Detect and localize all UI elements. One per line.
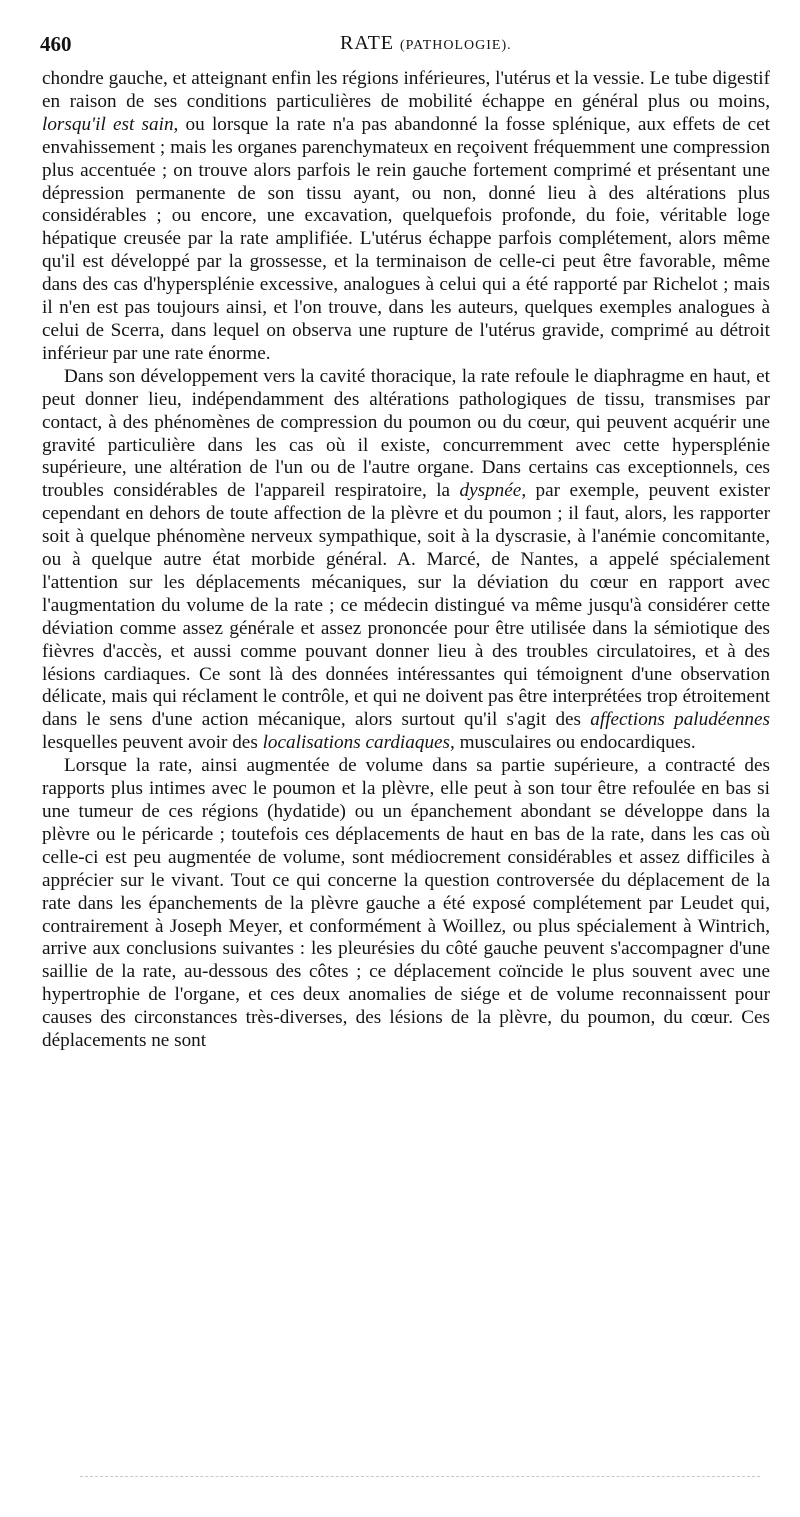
- paragraph-1-text-before: chondre gauche, et atteignant enfin les régions inférieures, l'utérus et la vessie. Le tube digestif en raison de ses conditions particulières de mobilité échappe en général plus ou moins,: [42, 68, 770, 112]
- body-text: [42, 68, 770, 1053]
- paragraph-2-text-1: Dans son développement vers la cavité thoracique, la rate refoule le diaphragme en haut, et peut donner lieu, indépendamment des altérations pathologiques de tissu, transmises par contact, à des phénomènes de compression du poumon ou du cœur, qui peuvent acquérir une gravité particulière dans les cas où il existe, concurremment avec cette hypersplénie supérieure, une altération de l'un ou de l'autre organe. Dans certains cas exceptionnels, ces troubles considérables de l'appareil respiratoire, la: [42, 365, 770, 502]
- paragraph-1-emphasis: lorsqu'il est sain: [42, 113, 174, 135]
- paragraph-2-emphasis-3: localisations cardiaques: [262, 732, 451, 754]
- paragraph-3: Lorsque la rate, ainsi augmentée de volume dans sa partie supérieure, a contracté des rapports plus intimes avec le poumon et la plèvre, elle peut à son tour être refoulée en bas si une tumeur de ces régions (hydatide) ou un épanchement abondant se développe dans la plèvre ou le péricarde ; toutefois ces déplacements de haut en bas de la rate, dans les cas où celle-ci est peu augmentée de volume, sont médiocrement considérables et assez difficiles à apprécier sur le vivant. Tout ce qui concerne la question controversée du déplacement de la rate dans les épanchements de la plèvre gauche a été exposé complétement par Leudet qui, contrairement à Joseph Meyer, et conformément à Woillez, ou plus spécialement à Wintrich, arrive aux conclusions suivantes : les pleurésies du côté gauche peuvent s'accompagner d'une saillie de la rate, au-dessous des côtes ; ce déplacement coïncide le plus souvent avec une hypertrophie de l'organe, et ces deux anomalies de siége et de volume reconnaissent pour causes des circonstances très-diverses, des lésions de la plèvre, du poumon, du cœur. Ces déplacements ne sont: [42, 755, 770, 1052]
- paragraph-2-text-4: , musculaires ou endocardiques.: [450, 732, 696, 754]
- page-bottom-margin-marks: [80, 1476, 760, 1481]
- paragraph-2-emphasis-1: dyspnée: [459, 480, 522, 502]
- paragraph-2-text-3: lesquelles peuvent avoir des: [42, 732, 263, 754]
- paragraph-2: [42, 366, 770, 755]
- paragraph-2-emphasis-2: affections paludéennes: [590, 709, 771, 731]
- running-title: [340, 32, 512, 55]
- paragraph-1-text-after: , ou lorsque la rate n'a pas abandonné la fosse splénique, aux effets de cet envahissement ; mais les organes parenchymateux en reçoivent fréquemment une compression plus accentuée ; on trouve alors parfois le rein gauche fortement comprimé et présentant une dépression permanente de son tissu ayant, ou non, donné lieu à des altérations plus considérables ; ou encore, une excavation, quelquefois profonde, du foie, véritable loge hépatique creusée par la rate amplifiée. L'utérus échappe parfois complétement, alors même qu'il est développé par la grossesse, et la terminaison de celle-ci peut être favorable, même dans des cas d'hypersplénie excessive, analogues à celui qui a été rapporté par Richelot ; mais il n'en est pas toujours ainsi, et l'on trouve, dans les auteurs, quelques exemples analogues à celui de Scerra, dans lequel on observa une rupture de l'utérus gravide, comprimé au détroit inférieur par une rate énorme.: [42, 113, 770, 364]
- page-header: [40, 32, 770, 62]
- page-number: 460: [40, 32, 72, 56]
- running-title-main: RATE: [340, 32, 394, 54]
- paragraph-1: [42, 68, 770, 366]
- running-title-sub: (PATHOLOGIE).: [400, 38, 512, 53]
- paragraph-2-text-2: , par exemple, peuvent exister cependant en dehors de toute affection de la plèvre et du poumon ; il faut, alors, les rapporter soit à quelque phénomène nerveux sympathique, soit à la dyscrasie, à l'anémie concomitante, ou à quelque autre état morbide général. A. Marcé, de Nantes, a appelé spécialement l'attention sur les déplacements mécaniques, sur la déviation du cœur en rapport avec l'augmentation du volume de la rate ; ce médecin distingué va même jusqu'à considérer cette déviation comme assez générale et assez prononcée pour être utilisée dans la sémiotique des fièvres d'accès, et aussi comme pouvant donner lieu à des troubles circulatoires, et à des lésions cardiaques. Ce sont là des données intéressantes qui témoignent d'une observation délicate, mais qui réclament le contrôle, et qui ne doivent pas être interprétées trop étroitement dans le sens d'une action mécanique, alors surtout qu'il s'agit des: [42, 480, 770, 731]
